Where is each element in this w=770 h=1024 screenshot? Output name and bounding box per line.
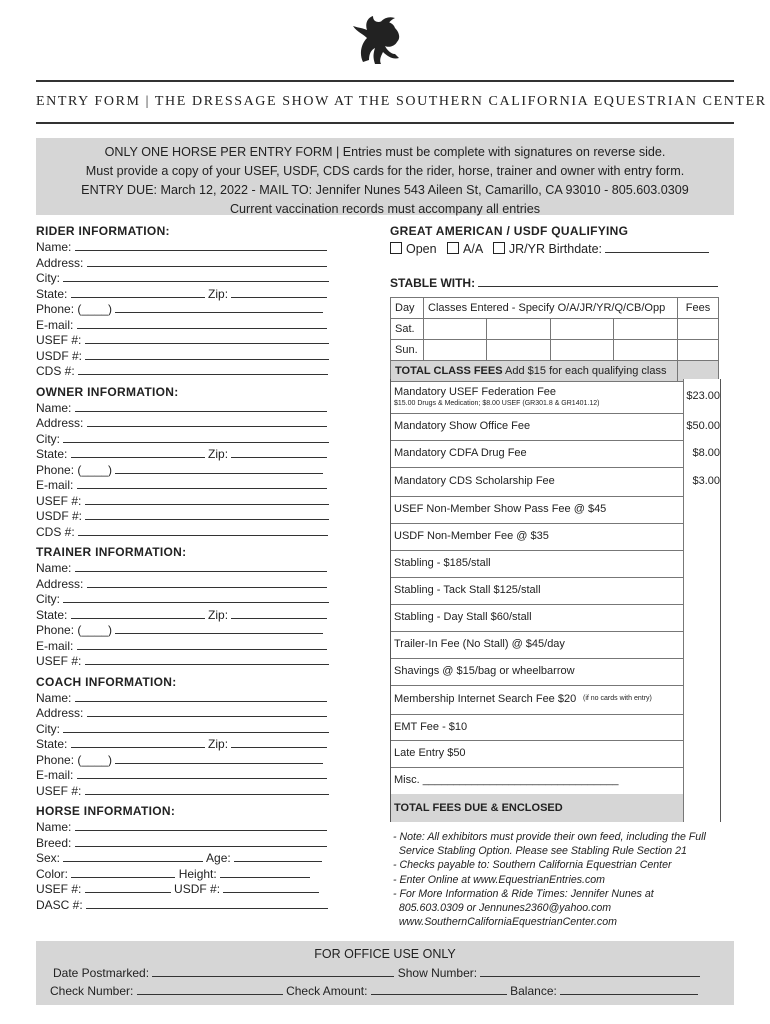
trainer-heading: TRAINER INFORMATION: <box>36 545 187 559</box>
fee-row <box>391 604 720 632</box>
fee-amount[interactable] <box>683 714 720 740</box>
note-line: Service Stabling Option. Please see Stabling Rule Section 21 <box>393 845 687 858</box>
horse-usdf-field[interactable] <box>223 881 319 893</box>
trainer-phone-label: Phone: (____) <box>36 623 113 637</box>
note-line: - Enter Online at www.EquestrianEntries.com <box>393 873 605 886</box>
fee-label: Stabling - Day Stall $60/stall <box>394 611 532 623</box>
owner-cds-field[interactable] <box>78 524 328 536</box>
coach-state-field[interactable] <box>71 736 205 748</box>
rider-email-label: E-mail: <box>36 317 74 332</box>
col-fees-header: Fees <box>678 298 719 319</box>
coach-state-label: State: <box>36 737 68 751</box>
fee-label: Stabling - $185/stall <box>394 557 491 569</box>
balance-field[interactable] <box>560 983 698 995</box>
aa-checkbox[interactable] <box>447 242 459 254</box>
rider-address-label: Address: <box>36 255 84 270</box>
birthdate-field[interactable] <box>605 241 709 253</box>
rider-cds-field[interactable] <box>78 363 328 375</box>
horse-sex-label: Sex: <box>36 851 61 865</box>
fee-label: Mandatory CDFA Drug Fee <box>394 447 527 459</box>
horse-name-label: Name: <box>36 820 72 834</box>
fee-label: EMT Fee - $10 <box>394 720 468 733</box>
fee-amount[interactable] <box>683 658 720 685</box>
fee-amount[interactable] <box>683 767 720 794</box>
check-number-label: Check Number: <box>50 984 134 998</box>
sun-class-2[interactable] <box>487 340 550 361</box>
horse-dasc-label: DASC #: <box>36 897 83 912</box>
owner-state-label: State: <box>36 447 68 461</box>
rider-usdf-field[interactable] <box>85 348 329 360</box>
fee-amount[interactable] <box>683 550 720 577</box>
rider-name-label: Name: <box>36 240 72 254</box>
fee-label: Mandatory Show Office Fee <box>394 420 531 432</box>
total-class-fees-label: TOTAL CLASS FEES <box>395 365 503 377</box>
right-column <box>390 221 735 290</box>
trainer-zip-label: Zip: <box>208 607 229 622</box>
instructions-banner <box>36 138 734 215</box>
office-heading: FOR OFFICE USE ONLY <box>314 947 456 961</box>
trainer-name-field[interactable] <box>75 560 327 572</box>
horse-breed-label: Breed: <box>36 835 72 850</box>
owner-usdf-field[interactable] <box>85 508 329 520</box>
fees-list <box>390 379 721 822</box>
coach-city-field[interactable] <box>63 721 329 733</box>
fee-row <box>391 714 720 741</box>
fee-label: Trailer-In Fee (No Stall) @ $45/day <box>394 638 565 650</box>
fee-row <box>391 413 720 441</box>
trainer-state-field[interactable] <box>71 607 205 619</box>
horse-color-label: Color: <box>36 866 69 881</box>
sat-class-4[interactable] <box>614 319 678 340</box>
fee-label: Mandatory CDS Scholarship Fee <box>394 475 555 487</box>
trainer-usef-field[interactable] <box>85 653 329 665</box>
fee-row <box>391 685 720 715</box>
trainer-zip-field[interactable] <box>231 607 327 619</box>
fee-amount[interactable] <box>683 685 720 714</box>
fee-row <box>391 496 720 524</box>
check-amount-field[interactable] <box>371 983 507 995</box>
banner-line-1: ONLY ONE HORSE PER ENTRY FORM | Entries must be complete with signatures on reverse side. <box>104 145 666 159</box>
fee-row <box>391 631 720 659</box>
owner-phone-field[interactable] <box>115 462 323 474</box>
rider-cds-label: CDS #: <box>36 364 75 378</box>
trainer-name-label: Name: <box>36 561 72 575</box>
top-rule <box>36 80 734 82</box>
fee-amount[interactable] <box>683 604 720 631</box>
coach-email-label: E-mail: <box>36 768 74 782</box>
coach-zip-label: Zip: <box>208 737 229 751</box>
horse-sex-field[interactable] <box>63 850 203 862</box>
owner-heading: OWNER INFORMATION: <box>36 384 179 399</box>
fee-amount[interactable]: $23.00 <box>683 379 720 413</box>
sun-class-4[interactable] <box>614 340 678 361</box>
horse-dasc-field[interactable] <box>86 897 328 909</box>
fee-label: Late Entry $50 <box>394 747 466 759</box>
note-line: - Note: All exhibitors must provide their own feed, including the Full <box>393 831 706 843</box>
trainer-city-field[interactable] <box>63 591 329 603</box>
fee-amount[interactable] <box>683 496 720 523</box>
fee-row <box>391 767 720 795</box>
fee-label: Stabling - Tack Stall $125/stall <box>394 584 541 596</box>
rider-address-field[interactable] <box>87 255 327 267</box>
fee-row <box>391 794 720 822</box>
rider-usdf-label: USDF #: <box>36 348 83 363</box>
rider-state-field[interactable] <box>71 286 205 298</box>
jryr-label: JR/YR Birthdate: <box>508 242 602 256</box>
note-line: - For More Information & Ride Times: Jennifer Nunes at <box>393 887 654 900</box>
rider-zip-field[interactable] <box>231 286 327 298</box>
trainer-city-label: City: <box>36 592 60 606</box>
owner-zip-field[interactable] <box>231 446 327 458</box>
fee-label: USDF Non-Member Fee @ $35 <box>394 530 549 542</box>
office-use-box <box>36 941 734 1005</box>
owner-address-field[interactable] <box>87 415 327 427</box>
sat-fee[interactable] <box>678 319 719 340</box>
open-label: Open <box>406 242 437 256</box>
sat-label: Sat. <box>391 319 424 340</box>
sun-fee[interactable] <box>678 340 719 361</box>
fee-row <box>391 467 720 497</box>
note-line: - Checks payable to: Southern California Equestrian Center <box>393 859 672 872</box>
stable-with-label: STABLE WITH: <box>390 275 476 290</box>
fee-amount[interactable] <box>683 794 720 822</box>
fee-label: USEF Non-Member Show Pass Fee @ $45 <box>394 503 607 515</box>
coach-usef-field[interactable] <box>85 783 329 795</box>
fee-amount[interactable]: $8.00 <box>683 440 720 467</box>
fee-label: Misc. ________________________________ <box>394 774 619 786</box>
fee-label: TOTAL FEES DUE & ENCLOSED <box>394 801 563 814</box>
jryr-checkbox[interactable] <box>493 242 505 254</box>
trainer-phone-field[interactable] <box>115 622 323 634</box>
total-class-fees-note: Add $15 for each qualifying class <box>505 365 667 377</box>
coach-phone-field[interactable] <box>115 752 323 764</box>
owner-city-field[interactable] <box>63 431 329 443</box>
fee-label: Mandatory USEF Federation Fee <box>394 386 557 398</box>
notes-block <box>393 830 733 929</box>
rider-usef-field[interactable] <box>85 332 329 344</box>
fee-amount[interactable]: $3.00 <box>683 467 720 496</box>
owner-usdf-label: USDF #: <box>36 509 83 523</box>
owner-email-field[interactable] <box>77 477 327 489</box>
horse-height-label: Height: <box>178 866 217 881</box>
show-number-label: Show Number: <box>397 966 478 980</box>
aa-label: A/A <box>463 242 483 256</box>
rider-name-field[interactable] <box>75 239 327 251</box>
rider-city-field[interactable] <box>63 270 329 282</box>
fee-row <box>391 577 720 605</box>
horse-color-field[interactable] <box>71 866 175 878</box>
col-day-header: Day <box>391 298 424 319</box>
fee-row <box>391 740 720 768</box>
fee-label-note: (if no cards with entry) <box>583 695 652 702</box>
horse-age-label: Age: <box>206 851 231 865</box>
coach-name-label: Name: <box>36 690 72 705</box>
trainer-email-label: E-mail: <box>36 638 74 653</box>
owner-address-label: Address: <box>36 416 84 430</box>
fee-sublabel: $15.00 Drugs & Medication; $8.00 USEF (GR301.8 & GR1401.12) <box>394 400 600 407</box>
fee-row <box>391 379 720 414</box>
sun-class-3[interactable] <box>550 340 613 361</box>
sun-label: Sun. <box>391 340 424 361</box>
rider-phone-label: Phone: (____) <box>36 302 113 316</box>
banner-line-3: ENTRY DUE: March 12, 2022 - MAIL TO: Jennifer Nunes 543 Aileen St, Camarillo, CA 93010 - 805.603.0309 <box>81 183 689 197</box>
banner-line-4: Current vaccination records must accompany all entries <box>229 202 541 216</box>
fee-amount[interactable] <box>683 523 720 550</box>
owner-city-label: City: <box>36 431 60 446</box>
check-amount-label: Check Amount: <box>286 984 368 998</box>
horse-height-field[interactable] <box>220 866 310 878</box>
col-classes-header: Classes Entered - Specify O/A/JR/YR/Q/CB/Opp <box>424 298 678 319</box>
coach-phone-label: Phone: (____) <box>36 752 113 767</box>
rider-heading: RIDER INFORMATION: <box>36 224 170 238</box>
owner-state-field[interactable] <box>71 446 205 458</box>
horse-usdf-label: USDF #: <box>174 882 221 896</box>
form-title: ENTRY FORM | THE DRESSAGE SHOW AT THE SOUTHERN CALIFORNIA EQUESTRIAN CENTER <box>36 94 767 109</box>
trainer-email-field[interactable] <box>77 638 327 650</box>
rider-usef-label: USEF #: <box>36 333 82 347</box>
rider-city-label: City: <box>36 271 60 285</box>
balance-label: Balance: <box>510 984 557 998</box>
owner-usef-field[interactable] <box>85 493 329 505</box>
owner-usef-label: USEF #: <box>36 493 82 508</box>
horse-logo-icon <box>349 14 409 66</box>
fee-amount[interactable] <box>683 631 720 658</box>
fee-row <box>391 440 720 468</box>
horse-name-field[interactable] <box>75 819 327 831</box>
fee-amount[interactable] <box>683 577 720 604</box>
owner-zip-label: Zip: <box>208 447 229 461</box>
horse-age-field[interactable] <box>234 850 322 862</box>
coach-address-field[interactable] <box>87 705 327 717</box>
owner-email-label: E-mail: <box>36 478 74 492</box>
trainer-usef-label: USEF #: <box>36 654 82 668</box>
stable-with-field[interactable] <box>478 275 718 287</box>
check-number-field[interactable] <box>137 983 283 995</box>
left-column <box>36 221 336 912</box>
owner-cds-label: CDS #: <box>36 524 75 539</box>
title-rule <box>36 122 734 124</box>
fee-amount[interactable] <box>683 740 720 767</box>
open-checkbox[interactable] <box>390 242 402 254</box>
trainer-address-field[interactable] <box>87 576 327 588</box>
rider-email-field[interactable] <box>77 317 327 329</box>
fee-amount[interactable]: $50.00 <box>683 413 720 440</box>
sat-class-1[interactable] <box>424 319 487 340</box>
horse-usef-label: USEF #: <box>36 882 82 896</box>
note-line: www.SouthernCaliforniaEquestrianCenter.com <box>393 916 617 929</box>
fee-row <box>391 523 720 551</box>
fee-label: Shavings @ $15/bag or wheelbarrow <box>394 665 575 677</box>
banner-line-2: Must provide a copy of your USEF, USDF, CDS cards for the rider, horse, trainer and owner with entry form. <box>85 164 685 178</box>
coach-zip-field[interactable] <box>231 736 327 748</box>
sat-class-3[interactable] <box>550 319 613 340</box>
sun-class-1[interactable] <box>424 340 487 361</box>
owner-phone-label: Phone: (____) <box>36 462 113 477</box>
horse-usef-field[interactable] <box>85 881 171 893</box>
rider-zip-label: Zip: <box>208 286 229 301</box>
owner-name-label: Name: <box>36 400 72 415</box>
classes-table <box>390 297 719 382</box>
fee-row <box>391 550 720 578</box>
trainer-state-label: State: <box>36 607 68 622</box>
sat-class-2[interactable] <box>487 319 550 340</box>
coach-usef-label: USEF #: <box>36 783 82 798</box>
coach-email-field[interactable] <box>77 767 327 779</box>
coach-city-label: City: <box>36 721 60 736</box>
fee-row <box>391 658 720 686</box>
horse-breed-field[interactable] <box>75 835 327 847</box>
rider-phone-field[interactable] <box>115 301 323 313</box>
rider-state-label: State: <box>36 286 68 301</box>
coach-heading: COACH INFORMATION: <box>36 674 177 689</box>
fee-label: Membership Internet Search Fee $20 <box>394 693 577 705</box>
horse-heading: HORSE INFORMATION: <box>36 804 176 818</box>
owner-name-field[interactable] <box>75 400 327 412</box>
date-postmarked-label: Date Postmarked: <box>53 966 150 980</box>
coach-address-label: Address: <box>36 706 84 720</box>
qualifying-heading: GREAT AMERICAN / USDF QUALIFYING <box>390 224 629 238</box>
trainer-address-label: Address: <box>36 576 84 591</box>
note-line: 805.603.0309 or Jennunes2360@yahoo.com <box>393 902 612 915</box>
date-postmarked-field[interactable] <box>152 965 394 977</box>
coach-name-field[interactable] <box>75 690 327 702</box>
show-number-field[interactable] <box>480 965 700 977</box>
